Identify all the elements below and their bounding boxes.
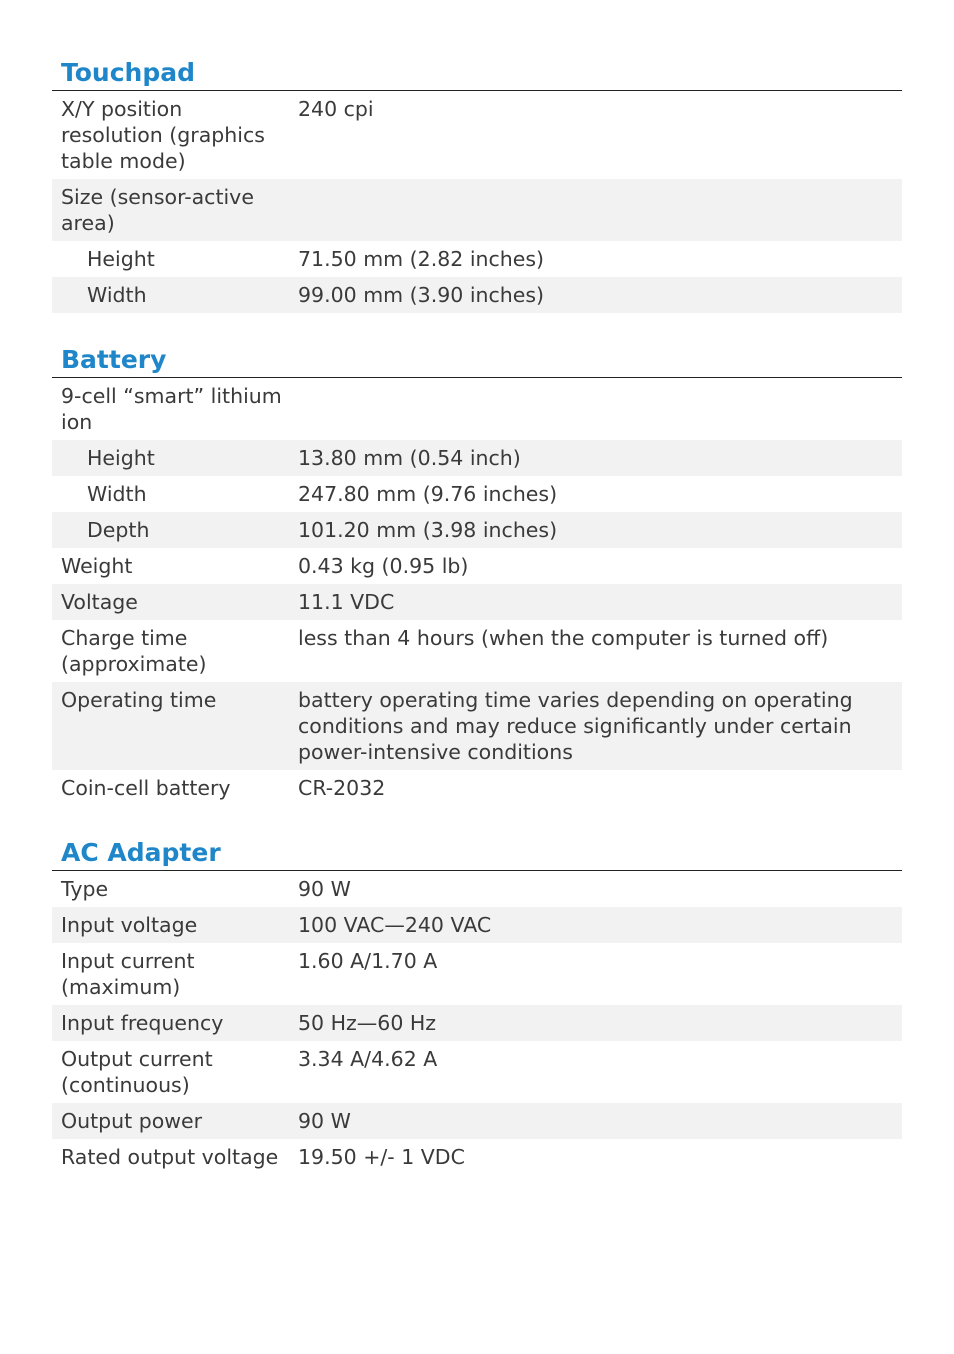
spec-value: 19.50 +/- 1 VDC [298, 1145, 465, 1169]
spec-value: 11.1 VDC [289, 584, 902, 620]
spec-row [52, 1139, 902, 1175]
spec-row [52, 620, 902, 682]
spec-value: 1.60 A/1.70 A [298, 949, 438, 973]
spec-section [52, 343, 902, 806]
spec-row [52, 1103, 902, 1139]
spec-label: Output power [52, 1103, 289, 1139]
spec-label: Output current (continuous) [61, 1047, 213, 1097]
spec-value: 13.80 mm (0.54 inch) [289, 440, 902, 476]
spec-value: 3.34 A/4.62 A [298, 1047, 438, 1071]
spec-row [52, 682, 902, 770]
spec-row [52, 241, 902, 277]
spec-value [289, 378, 902, 440]
section-title: AC Adapter [52, 836, 902, 871]
spec-value: CR-2032 [298, 776, 386, 800]
spec-label: Input voltage [52, 907, 289, 943]
spec-row [52, 512, 902, 548]
spec-label: Weight [61, 554, 133, 578]
spec-label: X/Y position resolution (graphics table mode) [61, 97, 265, 173]
spec-label: Depth [52, 512, 289, 548]
spec-label: Size (sensor-active area) [52, 179, 289, 241]
spec-row [52, 770, 902, 806]
spec-row [52, 440, 902, 476]
spec-value: 247.80 mm (9.76 inches) [298, 482, 558, 506]
spec-value: 0.43 kg (0.95 lb) [298, 554, 469, 578]
spec-label: Width [87, 482, 147, 506]
spec-row [52, 476, 902, 512]
spec-row [52, 1041, 902, 1103]
spec-value: battery operating time varies depending on operating conditions and may reduce significantly under certain power-intensive conditions [289, 682, 902, 770]
spec-row [52, 871, 902, 907]
spec-value: 90 W [289, 1103, 902, 1139]
spec-label: Operating time [52, 682, 289, 770]
spec-value: less than 4 hours (when the computer is turned off) [298, 626, 829, 650]
spec-row [52, 907, 902, 943]
spec-value: 90 W [298, 877, 351, 901]
spec-row [52, 943, 902, 1005]
spec-label: Height [87, 247, 155, 271]
spec-value: 240 cpi [298, 97, 374, 121]
spec-label: Charge time (approximate) [61, 626, 207, 676]
spec-label: Width [52, 277, 289, 313]
spec-row [52, 1005, 902, 1041]
spec-table [52, 378, 902, 806]
spec-label: 9-cell “smart” lithium ion [61, 384, 282, 434]
spec-row [52, 91, 902, 179]
spec-section [52, 56, 902, 313]
spec-value: 99.00 mm (3.90 inches) [289, 277, 902, 313]
spec-page [52, 56, 902, 1205]
spec-row [52, 548, 902, 584]
spec-label: Type [61, 877, 109, 901]
spec-row [52, 277, 902, 313]
spec-table [52, 871, 902, 1175]
spec-row [52, 584, 902, 620]
spec-value: 100 VAC—240 VAC [289, 907, 902, 943]
spec-value [289, 179, 902, 241]
spec-label: Rated output voltage [61, 1145, 279, 1169]
spec-label: Input frequency [52, 1005, 289, 1041]
spec-row [52, 378, 902, 440]
spec-label: Height [52, 440, 289, 476]
spec-table [52, 91, 902, 313]
spec-label: Input current (maximum) [61, 949, 195, 999]
spec-value: 71.50 mm (2.82 inches) [298, 247, 545, 271]
spec-label: Coin-cell battery [61, 776, 231, 800]
spec-label: Voltage [52, 584, 289, 620]
spec-section [52, 836, 902, 1175]
spec-row [52, 179, 902, 241]
section-title: Battery [52, 343, 902, 378]
section-title: Touchpad [52, 56, 902, 91]
spec-value: 101.20 mm (3.98 inches) [289, 512, 902, 548]
spec-value: 50 Hz—60 Hz [289, 1005, 902, 1041]
